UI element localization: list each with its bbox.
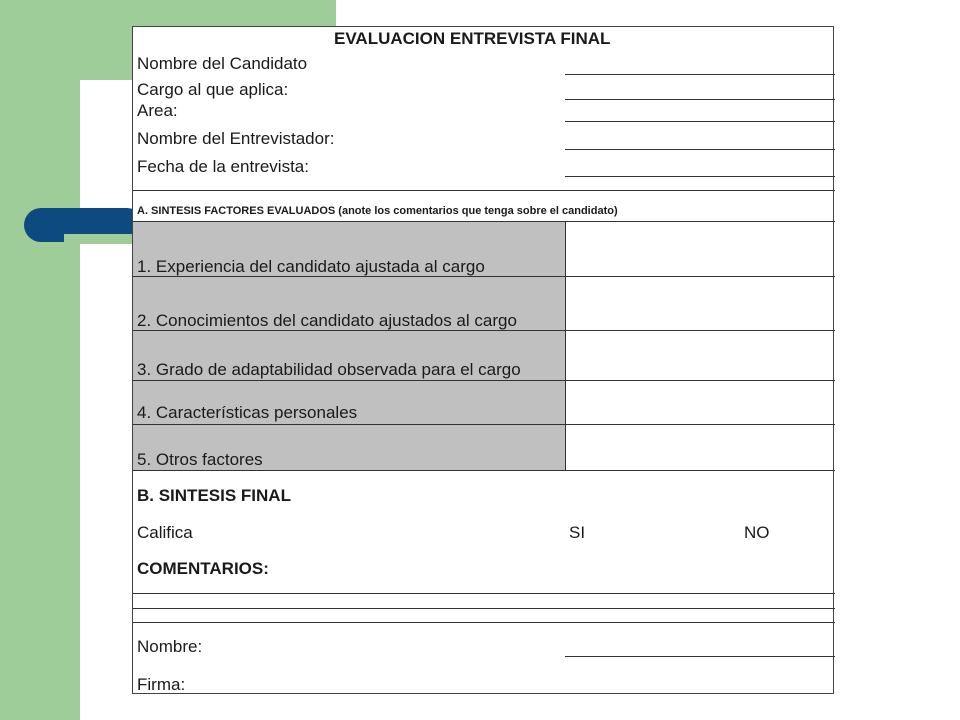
answer-line-area[interactable] bbox=[565, 121, 835, 122]
qualifies-yes-option[interactable]: SI bbox=[569, 523, 586, 542]
interview-evaluation-form bbox=[132, 26, 834, 694]
answer-line-date[interactable] bbox=[565, 176, 835, 177]
section-a-heading: A. SINTESIS FACTORES EVALUADOS (anote los comentarios que tenga sobre el candidato) bbox=[137, 205, 618, 217]
comments-heading: COMENTARIOS: bbox=[137, 559, 269, 578]
qualifies-no-option[interactable]: NO bbox=[744, 523, 770, 542]
factor-adaptability-comment-cell[interactable] bbox=[566, 331, 834, 380]
factor-experience-comment-cell[interactable] bbox=[566, 222, 834, 276]
interviewer-name-label: Nombre: bbox=[137, 637, 203, 656]
comment-line[interactable] bbox=[133, 608, 835, 609]
factor-knowledge-comment-cell[interactable] bbox=[566, 277, 834, 330]
section-b-heading: B. SINTESIS FINAL bbox=[137, 486, 291, 505]
factor-adaptability-label: 3. Grado de adaptabilidad observada para el cargo bbox=[137, 360, 521, 379]
decorative-curve bbox=[80, 80, 140, 140]
answer-line-candidate[interactable] bbox=[565, 74, 835, 75]
factor-personal-comment-cell[interactable] bbox=[566, 381, 834, 424]
answer-line-interviewer[interactable] bbox=[565, 149, 835, 150]
factor-personal-label: 4. Características personales bbox=[137, 403, 358, 422]
answer-line-position[interactable] bbox=[565, 99, 835, 100]
divider bbox=[133, 190, 835, 191]
decorative-green-band bbox=[0, 0, 80, 720]
field-candidate-name-label: Nombre del Candidato bbox=[137, 54, 308, 73]
factor-other-comment-cell[interactable] bbox=[566, 425, 834, 470]
factor-knowledge-label: 2. Conocimientos del candidato ajustados al cargo bbox=[137, 311, 517, 330]
qualifies-label: Califica bbox=[137, 523, 193, 542]
factor-row-divider bbox=[133, 470, 835, 471]
field-area-label: Area: bbox=[137, 101, 178, 120]
form-title: EVALUACION ENTREVISTA FINAL bbox=[334, 29, 611, 48]
signature-label: Firma: bbox=[137, 675, 186, 694]
field-position-label: Cargo al que aplica: bbox=[137, 80, 289, 99]
factor-other-label: 5. Otros factores bbox=[137, 450, 263, 469]
field-date-label: Fecha de la entrevista: bbox=[137, 157, 309, 176]
comment-line[interactable] bbox=[133, 593, 835, 594]
field-interviewer-label: Nombre del Entrevistador: bbox=[137, 129, 335, 148]
comment-line[interactable] bbox=[133, 622, 835, 623]
factor-experience-label: 1. Experiencia del candidato ajustada al cargo bbox=[137, 257, 485, 276]
interviewer-name-line[interactable] bbox=[565, 656, 835, 657]
